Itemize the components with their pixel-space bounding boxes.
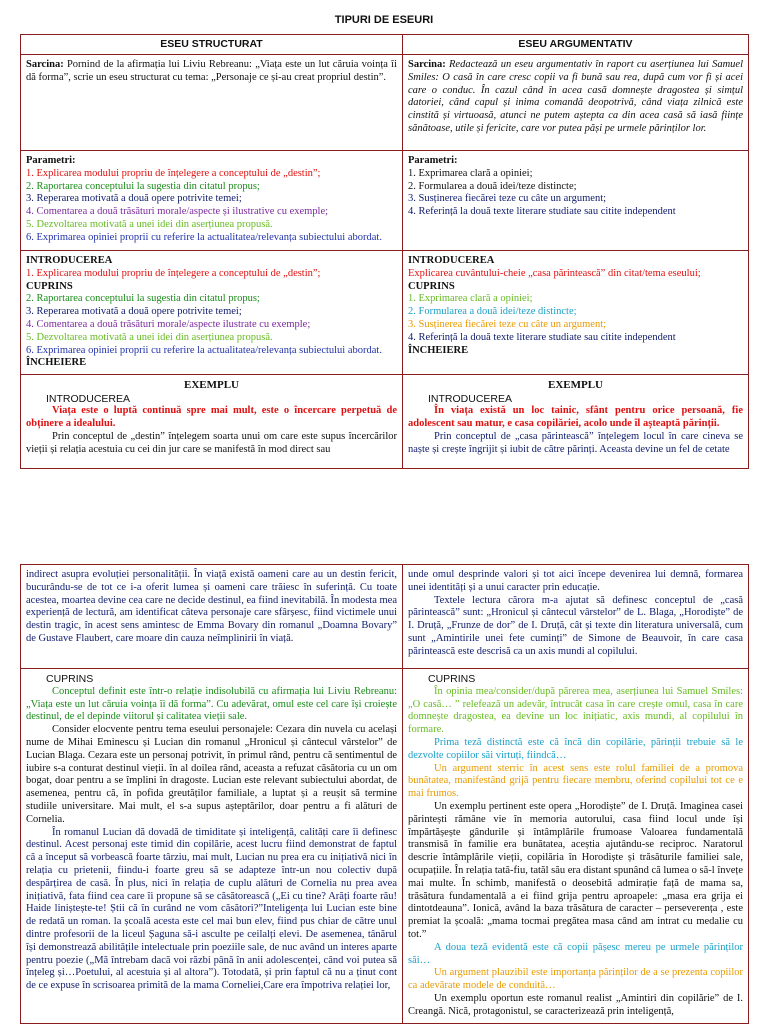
task-text: Redactează un eseu argumentativ în raport cu aserțiunea lui Samuel Smiles: O casă în care cresc copii va fi bună sau rea, după cum vor fi și acei care o conduc. În cazul când în acea casă domnește dragostea și simțul datoriei, când capul și inima comandă deopotrivă, când viața zilnică este cinstită și virtuoasă, atunci ne putem aștepta ca din acea casă să iasă ființe sănătoase, utile și fericite, care vor putea păși pe urmele părinților lor.	[408, 59, 743, 134]
param-item: 3. Susținerea fiecărei teze cu câte un argument;	[408, 193, 607, 205]
body-opinion: În opinia mea/consider/după părerea mea, aserțiunea lui Samuel Smiles: „O casă… ” relefează un adevăr, întrucât casa în care crește omul, casa în care domnește dragostea, ea devine un loc inițiatic, axis mundi, al copilului în formare.	[408, 685, 743, 736]
column-header-argumentative: ESEU ARGUMENTATIV	[403, 35, 749, 55]
example-text: Textele lectura cărora m-a ajutat să definesc conceptul de „casă părintească” sunt: „Hronicul și cântecul vârstelor” de L. Blaga, „Horodiște” de I. Druță, „Frunze de dor” de I. Druță, cât și texte din literatura universală, cum sunt „Amintirile unei fete cuminți” de Simone de Beauvoir, în care casa părintească este descrisă ca un axis mundi al copilului.	[408, 594, 743, 657]
intro-heading: INTRODUCEREA	[408, 255, 495, 266]
structure-item: 1. Exprimarea clară a opiniei;	[408, 293, 533, 305]
example-heading: EXEMPLU	[548, 379, 603, 392]
body-argument: Un argument plauzibil este importanța părinților de a se prezenta copiilor ca adevărate modele de conduită…	[408, 967, 743, 992]
body-heading: CUPRINS	[428, 673, 476, 685]
example-text: Prin conceptul de „destin” înțelegem soarta unui om care este supus încercărilor vieții și relația acestuia cu cei din jur care se manifestă în mod direct sau	[26, 430, 397, 455]
structure-item: 3. Susținerea fiecărei teze cu câte un argument;	[408, 318, 607, 330]
structure-item: 2. Formularea a două idei/teze distincte;	[408, 306, 577, 318]
structure-item: 4. Referință la două texte literare studiate sau citite independent	[408, 331, 676, 343]
structure-item: 4. Comentarea a două trăsături morale/aspecte ilustrate cu exemple;	[26, 318, 311, 330]
example-structured	[21, 375, 403, 469]
example-intro-heading: INTRODUCEREA	[46, 392, 131, 405]
task-structured	[21, 55, 403, 151]
essay-example-table	[20, 564, 749, 1024]
page-title: TIPURI DE ESEURI	[334, 14, 434, 26]
body-argument: Un argument sterric în acest sens este rolul familiei de a promova bunătatea, manifestând grijă pentru fiecare membru, oferind copilului tot ce e mai frumos.	[408, 762, 743, 800]
structure-item: Explicarea cuvântului-cheie „casa părintească” din citat/tema eseului;	[408, 267, 701, 279]
body-paragraph: Consider elocvente pentru tema eseului personajele: Cezara din nuvela cu același nume de Mihai Eminescu și Lucian din romanul „Hronicul și cântecul vârstelor” de Lucian Blaga. Cezara este un personaj potrivit, în primul rând, pentru că sentimentul de iubire s-a conturat destinul vieții. în al doilea rând, aceasta a refuzat căsătoria cu un om bogat, doar pentru a se împlini în dragoste. Lucian este relevant subiectului abordat, de asemenea, pentru că, în pofida greutăților familiale, a luptat și a reușit să termine studiile universitare. Mai mult, el s-a supus așteptărilor, doar pentru a fi alături de Cornelia.	[26, 724, 397, 825]
body-example: Un exemplu oportun este romanul realist „Amintiri din copilărie” de I. Creangă. Nică, protagonistul, se caracterizează prin inteligență,	[408, 992, 743, 1017]
params-argumentative	[403, 151, 749, 251]
param-item: 1. Explicarea modului propriu de înțelegere a conceptului de „destin”;	[26, 167, 321, 179]
example-text: unde omul desprinde valori și tot aici începe devenirea lui demnă, formarea unei identități și a unui caracter prin educație.	[408, 569, 743, 593]
structure-item: 3. Reperarea motivată a două opere potrivite temei;	[26, 306, 242, 318]
structure-item: 5. Dezvoltarea motivată a unei idei din aserțiunea propusă.	[26, 331, 273, 343]
param-item: 1. Exprimarea clară a opiniei;	[408, 167, 533, 179]
body-thesis: A doua teză evidentă este că copii pășesc mereu pe urmele părinților săi…	[408, 941, 743, 966]
example-intro-continued-argumentative	[403, 565, 749, 669]
body-heading: CUPRINS	[26, 280, 73, 292]
task-text: Pornind de la afirmația lui Liviu Rebreanu: „Viața este un lut căruia voința îi dă forma”, scrie un eseu structurat cu tema: „Personaje ce și-au creat propriul destin”.	[26, 59, 397, 83]
param-item: 4. Referință la două texte literare studiate sau citite independent	[408, 206, 676, 218]
body-paragraph: În romanul Lucian dă dovadă de timiditate și inteligență, calități care îi definesc destinul. Acest personaj este timid din copilărie, acest lucru fiind demonstrat de faptul că a început să vorbească foarte târziu, mai mult, Lucian nu prea era cu inițiativă nici în relația cu prietenii, fiindu-i foarte greu să se adapteze într-un nou colectiv după despărțirea de casă. În plus, nici în relația de cuplu alături de Cornelia nu prea avea inițiativă, fata fiind cea care îi propune să se căsătorească („Ei cu tine? Arăți foarte rău! Haide liniștește-te! Știi că în curând ne vom căsători?”Inteligența lui Lucian este bine de redată un roman. la școală acesta este cel mai bun elev, fiind pus chiar de către unul dintre profesorii de la liceul Șaguna să-i asculte pe ceilalți elevi. De asemenea, tânărul își demonstrează abilitățile intelectuale prin poeziile sale, de nuc având un interes aparte pentru poezie („Mă întrebam dacă voi răzbi până în anii adolescenței, când voi putea să înțeleg și…Poetului, al acestuia și al altora”). Totodată, și prin faptul că nu a ținut cont de ce expuse în scrisoarea primită de la mama Corneliei,Care era împotriva relației lor,	[26, 826, 397, 992]
example-intro-continued-structured	[21, 565, 403, 669]
structure-item: 1. Explicarea modului propriu de înțelegere a conceptului de „destin”;	[26, 267, 321, 279]
example-heading: EXEMPLU	[184, 379, 239, 392]
params-label: Parametri:	[26, 155, 76, 166]
params-label: Parametri:	[408, 155, 458, 166]
param-item: 2. Formularea a două idei/teze distincte;	[408, 180, 577, 192]
example-motto: Viața este o luptă continuă spre mai mult, este o încercare perpetuă de obținere a idealului.	[26, 405, 397, 430]
example-motto: În viața există un loc tainic, sfânt pentru orice persoană, fie adolescent sau matur, e casa copilăriei, acolo unde îl așteaptă părinții.	[408, 405, 743, 430]
param-item: 6. Exprimarea opiniei proprii cu referire la actualitatea/relevanța subiectului abordat.	[26, 231, 382, 243]
body-definition: Conceptul definit este într-o relație indisolubilă cu afirmația lui Liviu Rebreanu: „Viața este un lut căruia voința îi dă forma”. Cu adevărat, omul este cel care își croiește destinul, de el depinde viitorul și calitatea vieții sale.	[26, 685, 397, 723]
param-item: 4. Comentarea a două trăsături morale/aspecte și ilustrative cu exemple;	[26, 206, 329, 218]
structure-item: 6. Exprimarea opiniei proprii cu referire la actualitatea/relevanța subiectului abordat.	[26, 344, 382, 356]
example-argumentative	[403, 375, 749, 469]
task-label: Sarcina:	[26, 59, 64, 70]
body-heading: CUPRINS	[408, 280, 455, 292]
example-body-argumentative	[403, 669, 749, 1024]
body-example: Un exemplu pertinent este opera „Horodiște” de I. Druță. Imaginea casei părintești rămâne vie în memoria autorului, casa fiind locul unde își împărtășește gândurile și întâmplările frumoase Valoarea fundamentală transmisă în familie era bunătatea, aceștia ajutându-se reciproc. Naratorul descrie întâmplările vieții, copilăria în Horodiște și trăsăturile familiei sale, ocupațiile. În relația tată-fiu, tatăl său era distant spunând că lumea o să-l învețe mai multe. În schimb, manifestă o deosebită admirație față de mama sa, trăsătura fundamentală a ei fiind grija pentru aproapele: „masa era grija ei dintotdeauna”. Ionică, având la baza trăsătura de caracter – perseverența , este premiat la școală: „mama tocmai pregătea masa când am intrat cu medalie cu tot.”	[408, 800, 743, 940]
structure-structured	[21, 251, 403, 375]
column-header-structured: ESEU STRUCTURAT	[21, 35, 403, 55]
param-item: 3. Reperarea motivată a două opere potrivite temei;	[26, 193, 242, 205]
param-item: 5. Dezvoltarea motivată a unei idei din aserțiunea propusă.	[26, 218, 273, 230]
structure-item: 2. Raportarea conceptului la sugestia din citatul propus;	[26, 293, 260, 305]
params-structured	[21, 151, 403, 251]
example-body-structured	[21, 669, 403, 1024]
example-intro-heading: INTRODUCEREA	[428, 392, 513, 405]
param-item: 2. Raportarea conceptului la sugestia din citatul propus;	[26, 180, 260, 192]
intro-heading: INTRODUCEREA	[26, 255, 113, 266]
body-heading: CUPRINS	[46, 673, 94, 685]
end-heading: ÎNCHEIERE	[408, 344, 469, 356]
essay-types-table	[20, 34, 749, 469]
structure-argumentative	[403, 251, 749, 375]
body-thesis: Prima teză distinctă este că încă din copilărie, părinții trebuie să le dezvolte copiilor săi virtuți, fiindcă…	[408, 736, 743, 761]
task-label: Sarcina:	[408, 59, 446, 70]
task-argumentative	[403, 55, 749, 151]
end-heading: ÎNCHEIERE	[26, 357, 87, 369]
example-text: Prin conceptul de „casa părintească” înțelegem locul în care cineva se naște și crește îngrijit și iubit de către părinți. Aceasta devine un fel de cetate	[408, 430, 743, 455]
example-text: indirect asupra evoluției personalității. În viață există oameni care au un destin fericit, bucurându-se de tot ce i-a oferit lumea și oameni care trăiesc în suferință. Cu toate acestea, moartea devine cea care ne decide destinul, ea fiind inevitabilă. În modesta mea experiență de lectură, am identificat câteva personaje care sfârșesc, fiind victimele unui destin tragic, în acest sens amintesc de Emma Bovary din romanul „Doamna Bovary” de Gustave Flaubert, care moare din cauza neîmplinirii în viață.	[26, 569, 397, 644]
